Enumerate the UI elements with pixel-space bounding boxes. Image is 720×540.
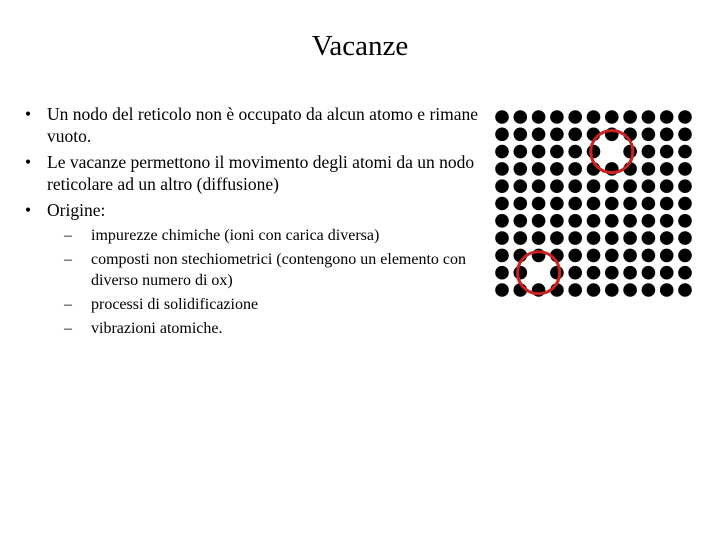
lattice-atom [514,128,528,142]
lattice-atom [660,197,674,211]
lattice-atom [587,231,601,245]
lattice-atom [678,249,692,263]
lattice-atom [678,214,692,228]
dash-mark: – [64,251,72,268]
bullet-mark: • [25,104,32,124]
lattice-atom [568,179,582,193]
lattice-atom [532,145,546,159]
lattice-atom [514,162,528,176]
sub-bullet-item [58,318,485,339]
lattice-atom [550,214,564,228]
lattice-atom [605,179,619,193]
lattice-atom [642,214,656,228]
lattice-atom [587,145,601,159]
lattice-atom [495,283,509,297]
lattice-atom [495,145,509,159]
lattice-atom [623,145,637,159]
lattice-atom [623,197,637,211]
lattice-atom [605,231,619,245]
lattice-atom [495,197,509,211]
lattice-atom [642,179,656,193]
sub-bullet-text: vibrazioni atomiche. [91,320,223,337]
lattice-atom [550,162,564,176]
lattice-atom [623,231,637,245]
lattice-atom [642,249,656,263]
sub-bullet-item [58,249,485,291]
dash-mark: – [64,320,72,337]
lattice-atom [605,110,619,124]
lattice-atom [568,128,582,142]
lattice-atom [660,249,674,263]
lattice-atom [568,162,582,176]
lattice-atom [568,197,582,211]
crystal-lattice-diagram [494,109,710,307]
lattice-atom [642,231,656,245]
lattice-atom [550,197,564,211]
bullet-text: Le vacanze permettono il movimento degli atomi da un nodo reticolare ad un altro (diffusione) [47,152,475,194]
lattice-atom [642,110,656,124]
lattice-atom [642,162,656,176]
lattice-atom [568,214,582,228]
lattice-atom [660,179,674,193]
lattice-atom [495,110,509,124]
lattice-atom [678,266,692,280]
sub-bullet-text: impurezze chimiche (ioni con carica diversa) [91,227,380,244]
lattice-atom [514,197,528,211]
lattice-atom [587,197,601,211]
bullet-item [25,199,485,339]
lattice-atom [587,266,601,280]
bullet-mark: • [25,152,32,172]
lattice-atom [550,110,564,124]
lattice-atom [642,128,656,142]
lattice-atom [660,266,674,280]
lattice-atom [495,128,509,142]
lattice-atom [495,266,509,280]
lattice-atom [495,214,509,228]
lattice-atom [568,283,582,297]
lattice-atom [568,249,582,263]
bullet-mark: • [25,200,32,220]
lattice-atom [568,110,582,124]
lattice-atom [587,179,601,193]
lattice-atom [514,179,528,193]
lattice-atom [550,179,564,193]
lattice-atom [532,179,546,193]
lattice-atom [532,128,546,142]
bullet-text: Un nodo del reticolo non è occupato da alcun atomo e rimane vuoto. [47,104,479,146]
lattice-atom [660,110,674,124]
sub-bullet-item [58,225,485,246]
lattice-atom [550,145,564,159]
lattice-atom [642,197,656,211]
lattice-atom [623,110,637,124]
lattice-atom [550,128,564,142]
lattice-atom [532,162,546,176]
lattice-atom [532,214,546,228]
lattice-atom [495,249,509,263]
lattice-atom [587,283,601,297]
lattice-atom [660,214,674,228]
lattice-atom [623,266,637,280]
lattice-atom [605,266,619,280]
lattice-atom [678,128,692,142]
lattice-atom [642,266,656,280]
lattice-atom [660,283,674,297]
lattice-atom [532,110,546,124]
lattice-atom [550,231,564,245]
lattice-atom [678,197,692,211]
lattice-atom [514,214,528,228]
lattice-atom [678,145,692,159]
lattice-atom [623,283,637,297]
lattice-atom [660,128,674,142]
lattice-atom [587,214,601,228]
lattice-atom [623,214,637,228]
lattice-atom [568,231,582,245]
lattice-atom [660,231,674,245]
lattice-atom [605,283,619,297]
lattice-atom [550,266,564,280]
lattice-atom [514,145,528,159]
slide-title: Vacanze [311,30,409,62]
lattice-atom [587,249,601,263]
lattice-atom [514,110,528,124]
lattice-atom [514,266,528,280]
bullet-item [25,151,485,195]
lattice-atom [568,266,582,280]
lattice-atom [605,214,619,228]
dash-mark: – [64,227,72,244]
lattice-atom [532,231,546,245]
lattice-atom [587,110,601,124]
lattice-atom [495,162,509,176]
lattice-atom [678,179,692,193]
lattice-atom [568,145,582,159]
lattice-atom [495,231,509,245]
lattice-atom [660,162,674,176]
lattice-atom [642,283,656,297]
sub-bullet-text: processi di solidificazione [91,296,259,313]
bullet-text: Origine: [47,200,106,220]
lattice-atom [495,179,509,193]
lattice-atom [660,145,674,159]
lattice-atom [532,197,546,211]
lattice-atom [623,249,637,263]
lattice-atom [605,249,619,263]
dash-mark: – [64,296,72,313]
lattice-atom [678,283,692,297]
lattice-atom [678,110,692,124]
lattice-atom [678,231,692,245]
lattice-atom [642,145,656,159]
lattice-atom [678,162,692,176]
sub-bullet-list [47,225,485,339]
sub-bullet-item [58,294,485,315]
lattice-atom [623,179,637,193]
lattice-atom [605,197,619,211]
bullet-item [25,103,485,147]
bullet-list [25,103,485,343]
sub-bullet-text: composti non stechiometrici (contengono un elemento con diverso numero di ox) [91,251,467,289]
lattice-atom [514,231,528,245]
